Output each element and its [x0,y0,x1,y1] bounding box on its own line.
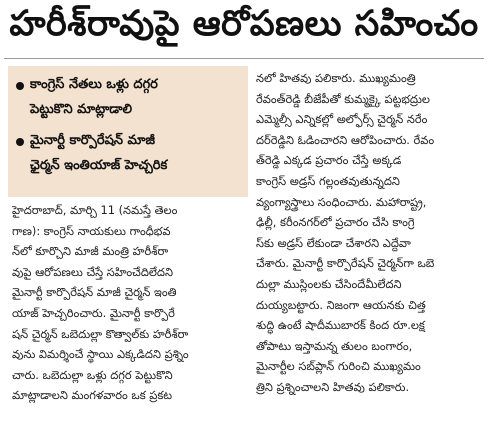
highlight-line: కాంగ్రెస్ నేతలు ఒళ్లు దగ్గర [30,77,158,92]
body-line: గాణ): కాంగ్రెస్ నాయకులు గాంధీభవ [12,223,171,238]
body-line: నలో హితవు పలికారు. ముఖ్యమంత్రి [256,71,416,85]
left-column-body [12,200,248,406]
highlights-box [8,66,248,197]
highlight-line: మైనార్టీ కార్పొరేషన్ మాజీ [30,133,155,148]
body-line: చారు. ఒబెదుల్లా ఒళ్లు దగ్గర పెట్టుకొని [12,367,173,382]
headline: హరీశ్‌రావుపై ఆరోపణలు సహించం [9,4,479,44]
body-line: చేశారు. మైనార్టీ కార్పొరేషన్ చైర్మన్‌గా ఒబె [256,256,435,271]
highlight-line: పెట్టుకొని మాట్లాడాలి [30,102,133,117]
body-line: దర్‌రెడ్డిని ఓడించారని ఆరోపించారు. రేవం [256,132,435,147]
body-line: శుద్ధి ఉంటే షాదీముబారక్ కింద రూ.లక్ష [256,318,425,333]
body-line: మైనార్టీల సబ్‌ప్లాన్ గురించి ముఖ్యమం [256,359,421,374]
body-line: మాట్లాడాలని మంగళవారం ఒక ప్రకట [12,388,173,403]
body-line: కాంగ్రెస్ అడ్రస్ గల్లంతవుతున్నదని [256,173,400,188]
bullet-icon [16,82,24,90]
body-line: దుల్లా ముస్లింలకు చేసిందేమీలేదని [256,276,402,291]
body-line: రేవంత్‌రెడ్డి బీజేపీతో కుమ్మక్కై పట్టభద్రుల [256,91,430,106]
body-line: త్రిని ప్రశ్నించాలని హితవు పలికారు. [256,379,410,394]
body-line: వుపై ఆరోపణలు చేస్తే సహించేదిలేదని [12,264,173,279]
body-line: మైనార్టీ కార్పొరేషన్ మాజీ చైర్మన్ ఇంతి [12,285,177,300]
body-line: వును విమర్శించే స్థాయి ఎక్కడిదని ప్రశ్నిం [12,347,189,362]
body-line: ఢిల్లీ, కరీంనగర్‌లో ప్రచారం చేసి కాంగ్రె [256,215,415,230]
body-line: స్‌కు అడ్రస్ లేకుండా చేశారని ఎద్దేవా [256,235,411,250]
highlight-text [30,72,158,122]
body-line: తోపాటు ఇస్తామన్న తులం బంగారం, [256,338,413,353]
body-line: దుయ్యబట్టారు. నిజంగా ఆయనకు చిత్త [256,297,426,312]
highlight-line: ఛైర్మన్ ఇంతియాజ్ హెచ్చరిక [30,158,168,173]
body-line: ఎమ్మెల్సీ ఎన్నికల్లో అల్ఫోర్స్ చైర్మన్ నరేం [256,112,428,127]
highlight-text [30,128,167,178]
bullet-icon [16,138,24,146]
highlight-item [12,128,242,178]
highlight-item [12,72,242,122]
body-line: త్‌రెడ్డి ఎక్కడ ప్రచారం చేస్తే అక్కడ [256,153,402,168]
body-line: న్‌లో కూర్చొని మాజీ మంత్రి హరీశ్‌రా [12,244,169,259]
headline-divider [4,58,484,59]
body-line: షన్ చైర్మన్ ఒబెదుల్లా కొత్వాల్‌కు హరీశ్‌రా [12,326,189,341]
body-line: వ్యంగ్యాస్త్రాలు సంధించారు. మహారాష్ట్ర, [256,194,427,209]
body-line: హైదరాబాద్, మార్చి 11 (నమస్తే తెలం [12,203,178,217]
body-line: యాజ్ హెచ్చరించారు. మైనార్టీ కార్పొరే [12,305,175,320]
right-column-body [256,68,484,398]
